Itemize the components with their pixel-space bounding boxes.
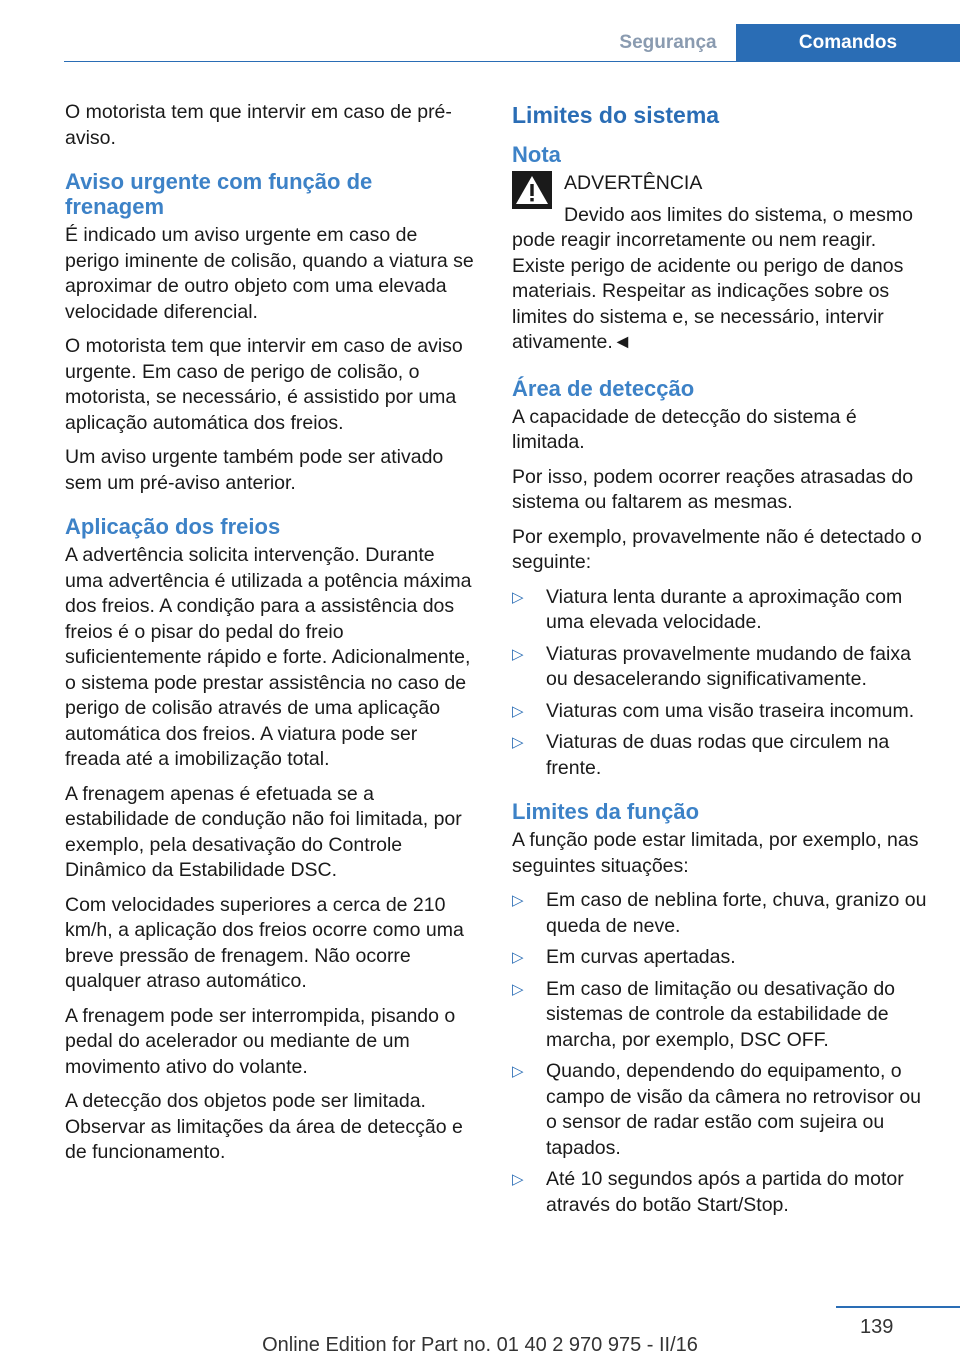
list-item: ▷ Quando, dependendo do equipamento, o campo de visão da câmera no retrovisor ou o sensor de radar estão com sujeira ou tapados.: [512, 1060, 922, 1159]
header-rule: [64, 61, 960, 62]
paragraph: O motorista tem que intervir em caso de pré-aviso.: [65, 101, 452, 149]
list-item: ▷ Viaturas provavelmente mudando de faixa ou desacelerando significativamente.: [512, 642, 911, 690]
list-item: ▷ Viaturas de duas rodas que circulem na frente.: [512, 731, 890, 779]
right-column: [512, 100, 928, 1227]
paragraph: É indicado um aviso urgente em caso de perigo iminente de colisão, quando a viatura se aproximar de outro objeto com uma elevada velocidade diferencial.: [65, 224, 474, 323]
paragraph: A frenagem pode ser interrompida, pisando o pedal do acelerador ou mediante de um movimento ativo do volante.: [65, 1004, 456, 1078]
tab-comandos[interactable]: Comandos: [736, 24, 960, 62]
footer-rule: [836, 1306, 960, 1308]
paragraph: Por exemplo, provavelmente não é detectado o seguinte:: [512, 525, 922, 573]
paragraph: Com velocidades superiores a cerca de 210 km/h, a aplicação dos freios ocorre como uma breve pressão de frenagem. Não ocorre qualquer atraso automático.: [65, 893, 464, 992]
list-item: ▷ Em caso de limitação ou desativação do sistemas de controle da estabilidade de marcha, por exemplo, DSC OFF.: [512, 977, 896, 1051]
list-item: ▷ Em caso de neblina forte, chuva, granizo ou queda de neve.: [512, 889, 927, 937]
bullet-triangle-icon: ▷: [512, 1063, 524, 1080]
list-item: ▷ Até 10 segundos após a partida do motor através do botão Start/Stop.: [512, 1168, 904, 1216]
not-detected-list: [512, 585, 928, 782]
bullet-triangle-icon: ▷: [512, 588, 524, 606]
paragraph: A frenagem apenas é efetuada se a estabilidade de condução não foi limitada, por exemplo, pela desativação do Controle Dinâmico da Estabilidade DSC.: [65, 782, 462, 881]
paragraph: A capacidade de detecção do sistema é limitada.: [512, 405, 857, 453]
heading-detection-area: Área de detecção: [512, 375, 695, 401]
heading-brake-application: Aplicação dos freios: [65, 514, 281, 539]
limitation-list: [512, 888, 928, 1218]
edition-footer: Online Edition for Part no. 01 40 2 970 975 - II/16: [262, 1334, 698, 1356]
bullet-triangle-icon: ▷: [512, 1171, 524, 1188]
warning-title: ADVERTÊNCIA: [564, 172, 703, 194]
warning-text-first-line: Devido aos limites do sistema, o mesmo: [564, 203, 913, 226]
heading-function-limits: Limites da função: [512, 799, 700, 824]
paragraph: O motorista tem que intervir em caso de aviso urgente. Em caso de perigo de colisão, o motorista, se necessário, é assistido por uma aplicação automática dos freios.: [65, 335, 463, 434]
bullet-triangle-icon: ▷: [512, 949, 524, 966]
warning-block: [512, 171, 928, 356]
paragraph: Por isso, podem ocorrer reações atrasadas do sistema ou faltarem as mesmas.: [512, 465, 914, 513]
bullet-triangle-icon: ▷: [512, 645, 524, 663]
list-item: ▷ Em curvas apertadas.: [512, 945, 928, 971]
heading-urgent-warning: Aviso urgente com função de frenagem: [65, 169, 373, 219]
paragraph: Um aviso urgente também pode ser ativado sem um pré-aviso anterior.: [65, 446, 444, 494]
paragraph: A função pode estar limitada, por exemplo, nas seguintes situações:: [512, 829, 919, 877]
bullet-triangle-icon: ▷: [512, 892, 524, 909]
list-item: ▷ Viaturas com uma visão traseira incomum.: [512, 699, 928, 725]
warning-triangle-icon: [512, 171, 552, 209]
heading-note: Nota: [512, 142, 561, 167]
page-number: 139: [860, 1316, 894, 1338]
left-column: [65, 100, 475, 1175]
heading-system-limits: Limites do sistema: [512, 102, 720, 128]
list-item: ▷ Viatura lenta durante a aproximação com uma elevada velocidade.: [512, 585, 903, 633]
paragraph: A advertência solicita intervenção. Durante uma advertência é utilizada a potência máxima dos freios. A condição para a assistência dos freios é o pisar do pedal do freio suficientemente rápido e forte. Adicionalmente, o sistema pode prestar assistência no caso de perigo de colisão através de uma aplicação automática dos freios. A viatura pode ser freada até a imobilização total.: [65, 544, 472, 770]
page-header: [0, 0, 960, 62]
bullet-triangle-icon: ▷: [512, 980, 524, 998]
paragraph: A detecção dos objetos pode ser limitada. Observar as limitações da área de detecção e de funcionamento.: [65, 1090, 463, 1163]
tab-seguranca[interactable]: Segurança: [619, 32, 717, 53]
bullet-triangle-icon: ▷: [512, 702, 524, 720]
warning-text: pode reagir incorretamente ou nem reagir. Existe perigo de acidente ou perigo de danos materiais. Respeitar as indicações sobre os limites do sistema e, se necessário, intervir ativamente.◄: [512, 229, 904, 353]
bullet-triangle-icon: ▷: [512, 734, 524, 751]
